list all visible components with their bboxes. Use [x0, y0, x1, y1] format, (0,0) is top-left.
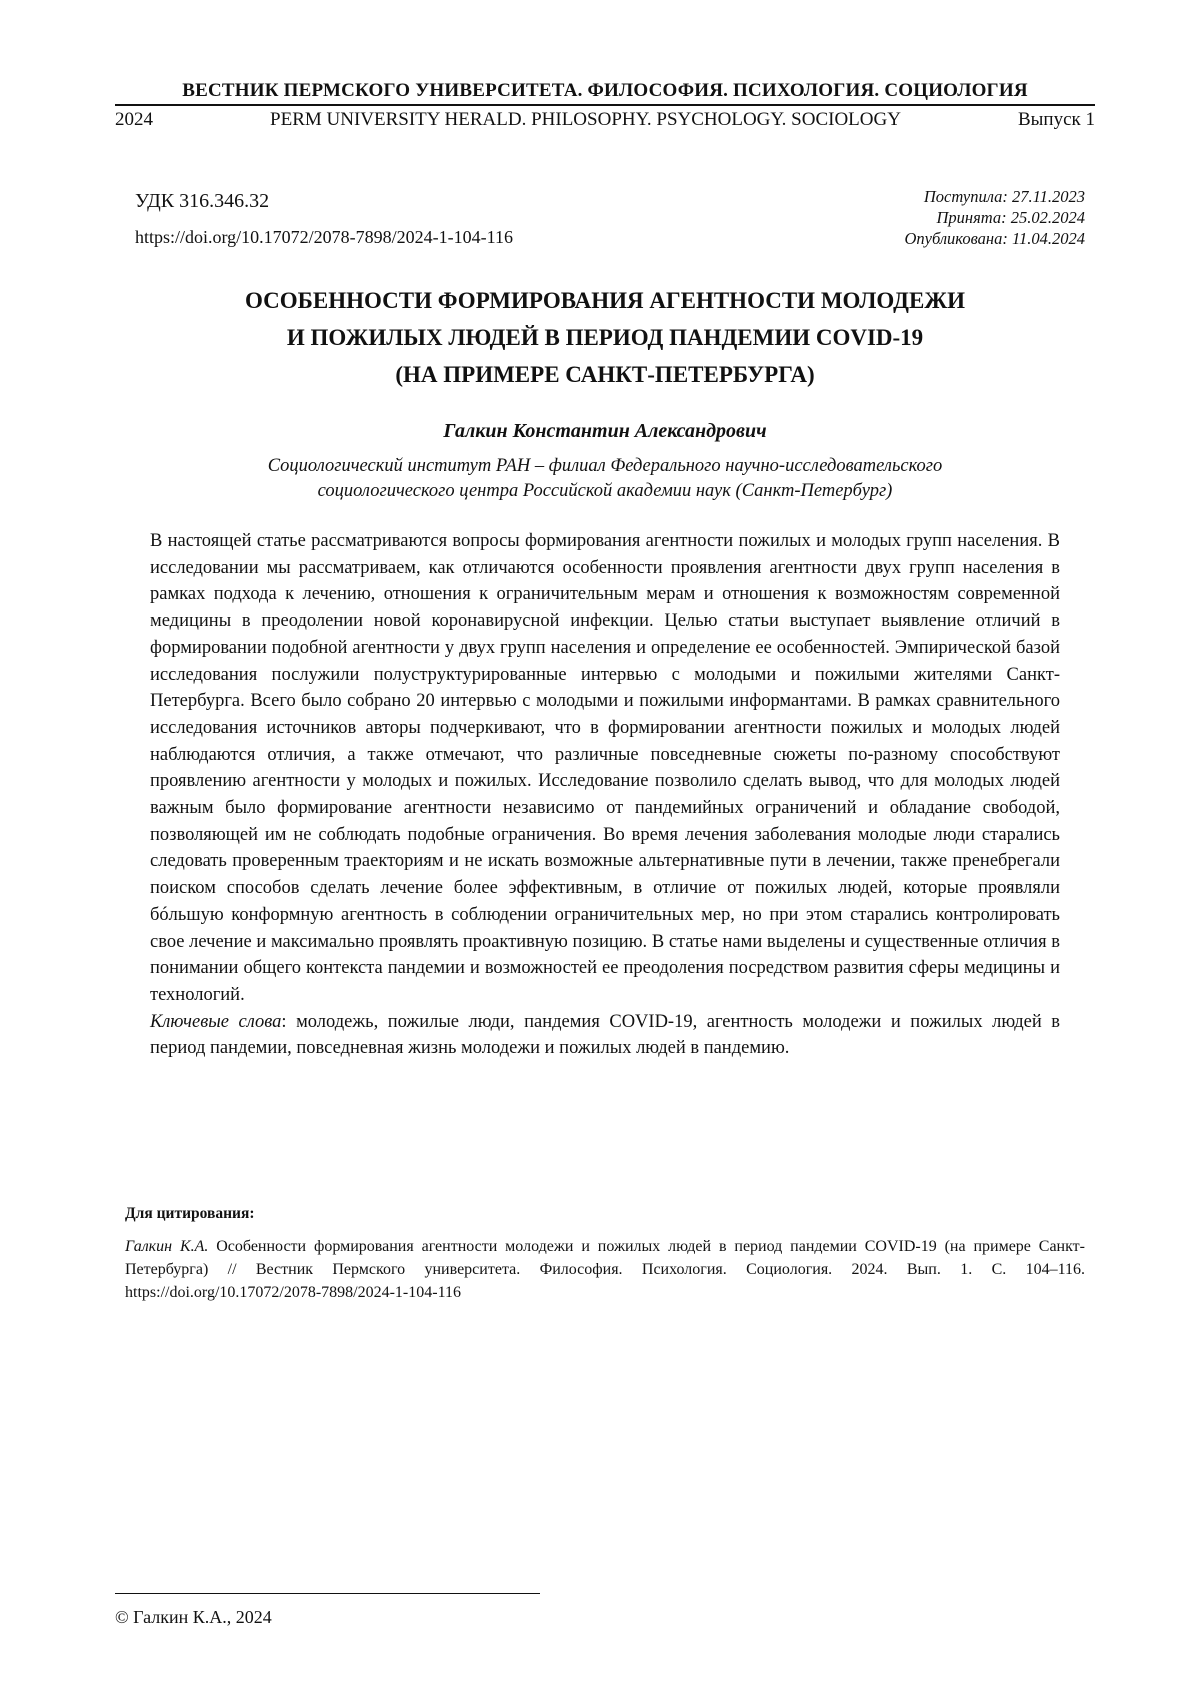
- footnote-rule: [115, 1593, 540, 1594]
- abstract: [150, 528, 1060, 1062]
- author-name: Галкин Константин Александрович: [443, 420, 767, 442]
- copyright: © Галкин К.А., 2024: [115, 1607, 272, 1627]
- header-year: 2024: [115, 109, 153, 130]
- date-received: Поступила: 27.11.2023: [923, 187, 1085, 206]
- header-issue: Выпуск 1: [1017, 109, 1095, 130]
- date-published: Опубликована: 11.04.2024: [904, 229, 1085, 248]
- keywords-list: : молодежь, пожилые люди, пандемия COVID-19, агентность молодежи и пожилых людей в период пандемии, повседневная жизнь молодежи и пожилых людей в пандемию.: [150, 1011, 1060, 1059]
- title-line: ОСОБЕННОСТИ ФОРМИРОВАНИЯ АГЕНТНОСТИ МОЛОДЕЖИ: [245, 288, 965, 313]
- citation-text: [125, 1235, 1085, 1304]
- keywords-label: Ключевые слова: [150, 1011, 282, 1032]
- citation-body: Особенности формирования агентности молодежи и пожилых людей в период пандемии COVID-19 (на примере Санкт-Петербурга) // Вестник Пермского университета. Философия. Психология. Социология. 2024. Вып. 1. С. 104–116. https://doi.org/10.17072/2078-7898/2024-1-104-116: [125, 1238, 1085, 1301]
- affiliation-line: Социологический институт РАН – филиал Федерального научно-исследовательского: [267, 456, 943, 476]
- header-rule: [115, 104, 1095, 106]
- title-line: И ПОЖИЛЫХ ЛЮДЕЙ В ПЕРИОД ПАНДЕМИИ COVID-19: [286, 325, 924, 350]
- abstract-text: В настоящей статье рассматриваются вопросы формирования агентности пожилых и молодых групп населения. В исследовании мы рассматриваем, как отличаются особенности проявления агентности двух групп населения в рамках подхода к лечению, отношения к ограничительным мерам и отношения к возможностям современной медицины в преодолении новой коронавирусной инфекции. Целью статьи выступает выявление отличий в формировании подобной агентности у двух групп населения и определение ее особенностей. Эмпирической базой исследования послужили полуструктурированные интервью с молодыми и пожилыми жителями Санкт-Петербурга. Всего было собрано 20 интервью с молодыми и пожилыми информантами. В рамках сравнительного исследования источников авторы подчеркивают, что в формировании агентности пожилых и молодых людей наблюдаются отличия, а также отмечают, что различные повседневные сюжеты по-разному способствуют проявлению агентности у молодых и пожилых. Исследование позволило сделать вывод, что для молодых людей важным было формирование агентности независимо от пандемийных ограничений и обладание свободой, позволяющей им не соблюдать подобные ограничения. Во время лечения заболевания молодые люди старались следовать проверенным траекториям и не искать возможные альтернативные пути в лечении, также пренебрегали поиском способов сделать лечение более эффективным, в отличие от пожилых людей, которые проявляли бóльшую конформную агентность в соблюдении ограничительных мер, но при этом старались контролировать свое лечение и максимально проявлять проактивную позицию. В статье нами выделены и существенные отличия в понимании общего контекста пандемии и возможностей ее преодоления посредством развития сферы медицины и технологий.: [150, 531, 1060, 1005]
- affiliation-line: социологического центра Российской академии наук (Санкт-Петербург): [317, 481, 893, 501]
- doi-link[interactable]: https://doi.org/10.17072/2078-7898/2024-1-104-116: [135, 227, 513, 247]
- udk-code: УДК 316.346.32: [135, 190, 270, 212]
- citation-label: Для цитирования:: [125, 1205, 255, 1222]
- author-affiliation: [195, 454, 1015, 504]
- citation-author: Галкин К.А.: [125, 1238, 209, 1255]
- journal-title-ru: ВЕСТНИК ПЕРМСКОГО УНИВЕРСИТЕТА. ФИЛОСОФИЯ. ПСИХОЛОГИЯ. СОЦИОЛОГИЯ: [182, 80, 1028, 101]
- article-dates: [904, 186, 1085, 249]
- header-row: [115, 109, 1095, 131]
- article-title: [135, 282, 1075, 393]
- date-accepted: Принята: 25.02.2024: [936, 208, 1085, 227]
- title-line: (НА ПРИМЕРЕ САНКТ-ПЕТЕРБУРГА): [395, 362, 815, 387]
- keywords: [150, 1009, 1060, 1062]
- journal-title-en: PERM UNIVERSITY HERALD. PHILOSOPHY. PSYCHOLOGY. SOCIOLOGY: [270, 109, 901, 130]
